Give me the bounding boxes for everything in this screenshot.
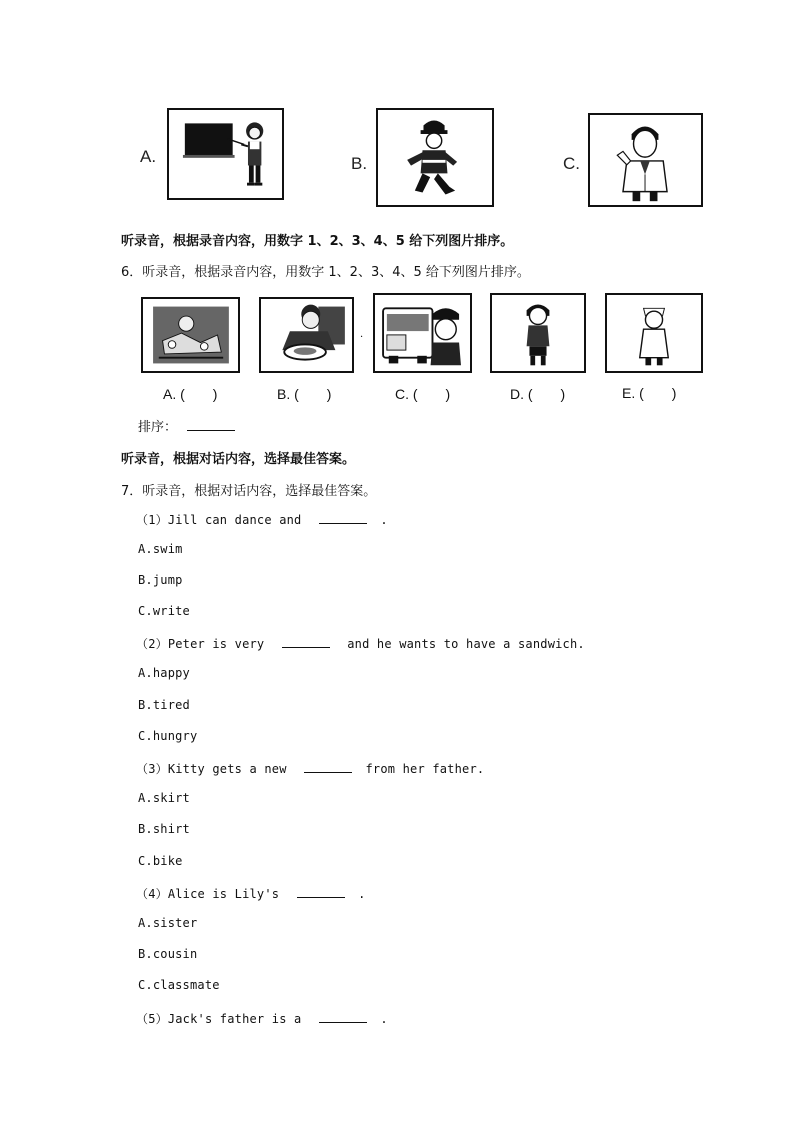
q7-3-option-c: C.bike [138,854,183,868]
nurse-illustration [607,295,701,371]
picture-6e [605,293,703,373]
q7-3-option-a: A.skirt [138,791,190,805]
q7-1-option-a: A.swim [138,542,183,556]
q7-2-option-b: B.tired [138,698,190,712]
bus-driver-illustration [375,295,470,371]
question7-prompt: 7．听录音，根据对话内容，选择最佳答案。 [121,484,377,499]
section6-heading: 听录音，根据录音内容，用数字 1、2、3、4、5 给下列图片排序。 [121,234,514,249]
picture-6b [259,297,354,373]
q7-1-blank[interactable] [319,513,367,524]
stray-dot: · [360,332,364,343]
picture-firefighter [376,108,494,207]
picture-teacher [167,108,284,200]
picture-6d [490,293,586,373]
picture-6c [373,293,472,373]
firefighter-illustration [378,110,492,205]
q7-5-stem [136,1010,388,1027]
eating-man-illustration [261,299,352,371]
question6-prompt: 6．听录音，根据录音内容，用数字 1、2、3、4、5 给下列图片排序。 [121,265,530,280]
q7-4-option-a: A.sister [138,916,198,930]
q7-3-stem [136,760,484,777]
option-b-label: B. [351,154,368,173]
q7-3-blank[interactable] [304,762,352,773]
q7-1-option-c: C.write [138,604,190,618]
boy-illustration [492,295,584,371]
q6-order-blank[interactable] [187,420,235,431]
q7-1-stem [136,511,388,528]
q7-4-option-c: C.classmate [138,978,220,992]
picture-6a [141,297,240,373]
q7-1-stem-end: . [380,513,388,527]
q7-2-stem [136,635,585,652]
picture-doctor [588,113,703,207]
q6-order-label: 排序： [138,420,178,435]
option-a-label: A. [140,147,157,166]
section7-heading: 听录音，根据对话内容，选择最佳答案。 [121,452,356,467]
q6-option-c: C. ( ) [395,386,451,402]
q7-1-stem-text: （1）Jill can dance and [136,513,302,527]
q7-5-blank[interactable] [319,1012,367,1023]
q7-4-option-b: B.cousin [138,947,198,961]
q7-4-stem-text: （4）Alice is Lily's [136,887,280,901]
option-c-label: C. [563,154,580,173]
q7-4-stem [136,885,366,902]
q7-3-stem-end: from her father. [365,762,485,776]
q7-4-blank[interactable] [297,887,345,898]
messy-room-illustration [143,299,238,371]
q7-3-stem-text: （3）Kitty gets a new [136,762,287,776]
q7-2-option-a: A.happy [138,666,190,680]
q7-3-option-b: B.shirt [138,822,190,836]
q6-option-b: B. ( ) [277,386,332,402]
q7-2-stem-text: （2）Peter is very [136,637,265,651]
q7-2-blank[interactable] [282,637,330,648]
doctor-illustration [590,115,701,205]
q7-5-stem-text: （5）Jack's father is a [136,1012,302,1026]
q6-option-e: E. ( ) [622,385,677,401]
q6-option-a: A. ( ) [163,386,218,402]
q6-order-row [138,416,235,435]
q7-1-option-b: B.jump [138,573,183,587]
q7-5-stem-end: . [380,1012,388,1026]
q6-option-d: D. ( ) [510,386,566,402]
q7-2-stem-end: and he wants to have a sandwich. [347,637,585,651]
q7-2-option-c: C.hungry [138,729,198,743]
teacher-illustration [169,110,282,198]
q7-4-stem-end: . [358,887,366,901]
